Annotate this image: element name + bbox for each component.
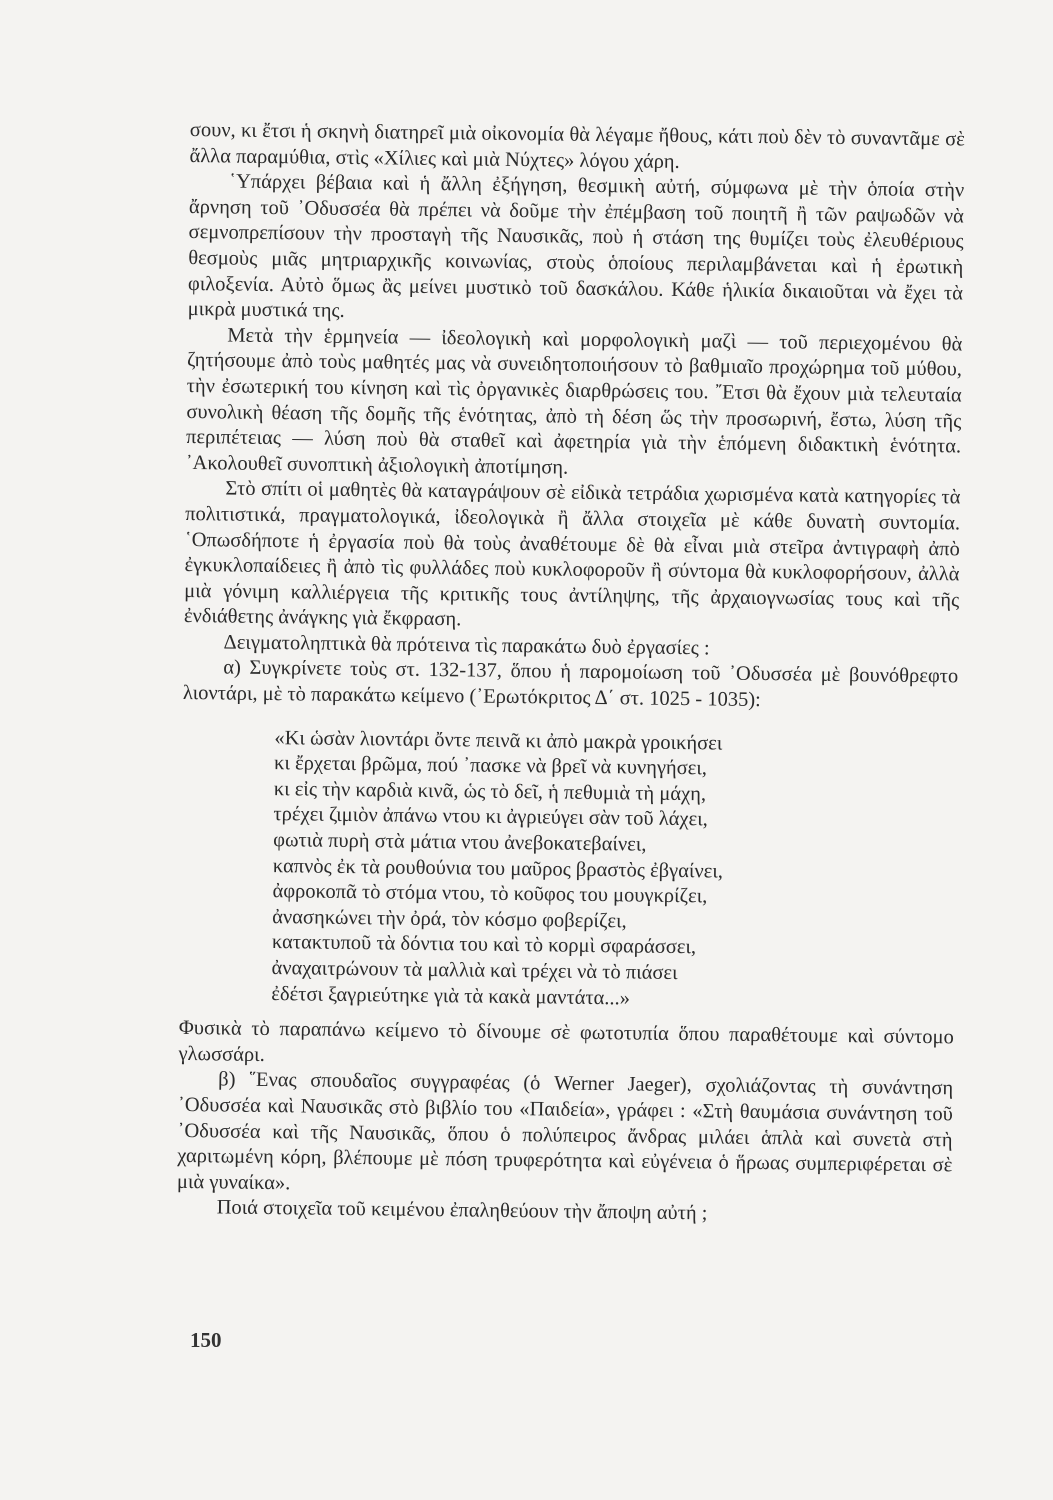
- paragraph-photocopy-note: Φυσικὰ τὸ παραπάνω κείμενο τὸ δίνουμε σὲ φωτοτυπία ὅπου παραθέτουμε καὶ σύντομο γλωσσάρι.: [178, 1017, 954, 1066]
- poem-line: ἀνασηκώνει τὴν ὀρά, τὸν κόσμο φοβερίζει,: [272, 905, 627, 933]
- paragraph-interpretation: Μετὰ τὴν ἑρμηνεία — ἰδεολογικὴ καὶ μορφολογικὴ μαζὶ — τοῦ περιεχομένου θὰ ζητήσουμε ἀπὸ τοὺς μαθητές μας νὰ συνειδητοποιήσουν τὸ βαθμιαῖο προχώρημα τοῦ μύθου, τὴν ἐσωτερική του κίνηση καὶ τὶς ὀργανικὲς διαρθρώσεις του. ῎Ετσι θὰ ἔχουν μιὰ τελευταία συνολικὴ θέαση τῆς δομῆς τῆς ἑνότητας, ἀπὸ τὴ δέση ὥς τὴν προσωρινή, ἔστω, λύση τῆς περιπέτειας — λύση ποὺ θὰ σταθεῖ καὶ ἀφετηρία γιὰ τὴν ἑπόμενη διδακτικὴ ἑνότητα. ᾿Ακολουθεῖ συνοπτικὴ ἀξιολογικὴ ἀποτίμηση.: [185, 324, 963, 479]
- poem-line: «Κι ὡσὰν λιοντάρι ὄντε πεινᾶ κι ἀπὸ μακρὰ γροικήσει: [274, 726, 723, 755]
- poem-line: κατακτυποῦ τὰ δόντια του καὶ τὸ κορμὶ σφαράσσει,: [271, 931, 697, 959]
- paragraph-question: Ποιά στοιχεῖα τοῦ κειμένου ἐπαληθεύουν τὴν ἄποψη αὐτή ;: [216, 1196, 708, 1225]
- paragraph-homework: Στὸ σπίτι οἱ μαθητὲς θὰ καταγράψουν σὲ εἰδικὰ τετράδια χωρισμένα κατὰ κατηγορίες τὰ πολιτιστικά, πραγματολογικά, ἰδεολογικὰ ἢ ἄλλα στοιχεῖα μὲ κάθε δυνατὴ συντομία. ῾Οπωσδήποτε ἡ ἐργασία ποὺ θὰ τοὺς ἀναθέτουμε δὲ θὰ εἶναι μιὰ στεῖρα ἀντιγραφὴ ἀπὸ ἐγκυκλοπαίδειες ἢ ἀπὸ τὶς φυλλάδες ποὺ κυκλοφοροῦν ἢ σύντομα θὰ κυκλοφορήσουν, ἀλλὰ μιὰ γόνιμη καλλιέργεια τῆς κριτικῆς τους ἀντίληψης, τῆς ἀρχαιογνωσίας τους καὶ τῆς ἐνδιάθετης ἀνάγκης γιὰ ἔκφραση.: [183, 477, 961, 631]
- poem-line: ἀφροκοπᾶ τὸ στόμα ντου, τὸ κοῦφος του μουγκρίζει,: [272, 880, 708, 908]
- poem-line: ἐδέτσι ξαγριεύτηκε γιὰ τὰ κακὰ μαντάτα...»: [271, 982, 631, 1010]
- poem-line: καπνὸς ἐκ τὰ ρουθούνια του μαῦρος βραστὸς ἐβγαίνει,: [272, 854, 724, 883]
- poem-line: ἀναχαιτρώνουν τὰ μαλλιὰ καὶ τρέχει νὰ τὸ πιάσει: [271, 957, 678, 985]
- poem-line: φωτιὰ πυρὴ στὰ μάτια ντου ἀνεβοκατεβαίνει,: [273, 829, 647, 856]
- page-number: 150: [190, 1328, 222, 1352]
- paragraph-institutional-explanation: ῾Υπάρχει βέβαια καὶ ἡ ἄλλη ἐξήγηση, θεσμικὴ αὐτή, σύμφωνα μὲ τὴν ὁποία στὴν ἄρνηση τοῦ ᾿Οδυσσέα θὰ πρέπει νὰ δοῦμε τὴν ἐπέμβαση τοῦ ποιητῆ ἢ τῶν ραψωδῶν νὰ σεμνοπρεπίσουν τὴν προσταγὴ τῆς Ναυσικᾶς, ποὺ ἡ στάση της θυμίζει τοὺς ἐλευθέριους θεσμοὺς μιᾶς μητριαρχικῆς κοινωνίας, στοὺς ὁποίους περιλαμβάνεται καὶ ἡ ἐρωτικὴ φιλοξενία. Αὐτὸ ὅμως ἂς μείνει μυστικὸ τοῦ δασκάλου. Κάθε ἡλικία δικαιοῦται νὰ ἔχει τὰ μικρὰ μυστικά της.: [187, 170, 965, 323]
- erotokritos-poem: [271, 726, 957, 1016]
- paragraph-proposed-tasks: Δειγματοληπτικὰ θὰ πρότεινα τὶς παρακάτω δυὸ ἐργασίες :: [223, 631, 710, 660]
- main-text: [177, 118, 965, 1230]
- poem-line: κι ἔρχεται βρῶμα, πού ᾿πασκε νὰ βρεῖ νὰ κυνηγήσει,: [273, 752, 708, 780]
- paragraph-task-a: α) Συγκρίνετε τοὺς στ. 132-137, ὅπου ἡ παρομοίωση τοῦ ᾿Οδυσσέα μὲ βουνόθρεφτο λιοντάρι, μὲ τὸ παρακάτω κείμενο (᾿Ερωτόκριτος Δ΄ στ. 1025 - 1035):: [182, 656, 959, 712]
- paragraph-continuation: σουν, κι ἔτσι ἡ σκηνὴ διατηρεῖ μιὰ οἰκονομία θὰ λέγαμε ἤθους, κάτι ποὺ δὲν τὸ συναντᾶμε σὲ ἄλλα παραμύθια, στὶς «Χίλιες καὶ μιὰ Νύχτες» λόγου χάρη.: [189, 118, 965, 173]
- poem-line: κι εἰς τὴν καρδιὰ κινᾶ, ὡς τὸ δεῖ, ἡ πεθυμιὰ τὴ μάχη,: [273, 777, 707, 806]
- paragraph-task-b: β) ῞Ενας σπουδαῖος συγγραφέας (ὁ Werner Jaeger), σχολιάζοντας τὴ συνάντηση ᾿Οδυσσέα καὶ Ναυσικᾶς στὸ βιβλίο του «Παιδεία», γράφει : «Στὴ θαυμάσια συνάντηση τοῦ ᾿Οδυσσέα καὶ τῆς Ναυσικᾶς, ὅπου ὁ πολύπειρος ἄνδρας μιλάει ἁπλὰ καὶ συνετὰ στὴ χαριτωμένη κόρη, βλέπουμε μὲ πόση τρυφερότητα καὶ εὐγένεια ὁ ἥρωας συμπεριφέρεται σὲ μιὰ γυναίκα».: [176, 1068, 954, 1195]
- poem-line: τρέχει ζιμιὸν ἀπάνω ντου κι ἀγριεύγει σὰν τοῦ λάχει,: [273, 803, 708, 831]
